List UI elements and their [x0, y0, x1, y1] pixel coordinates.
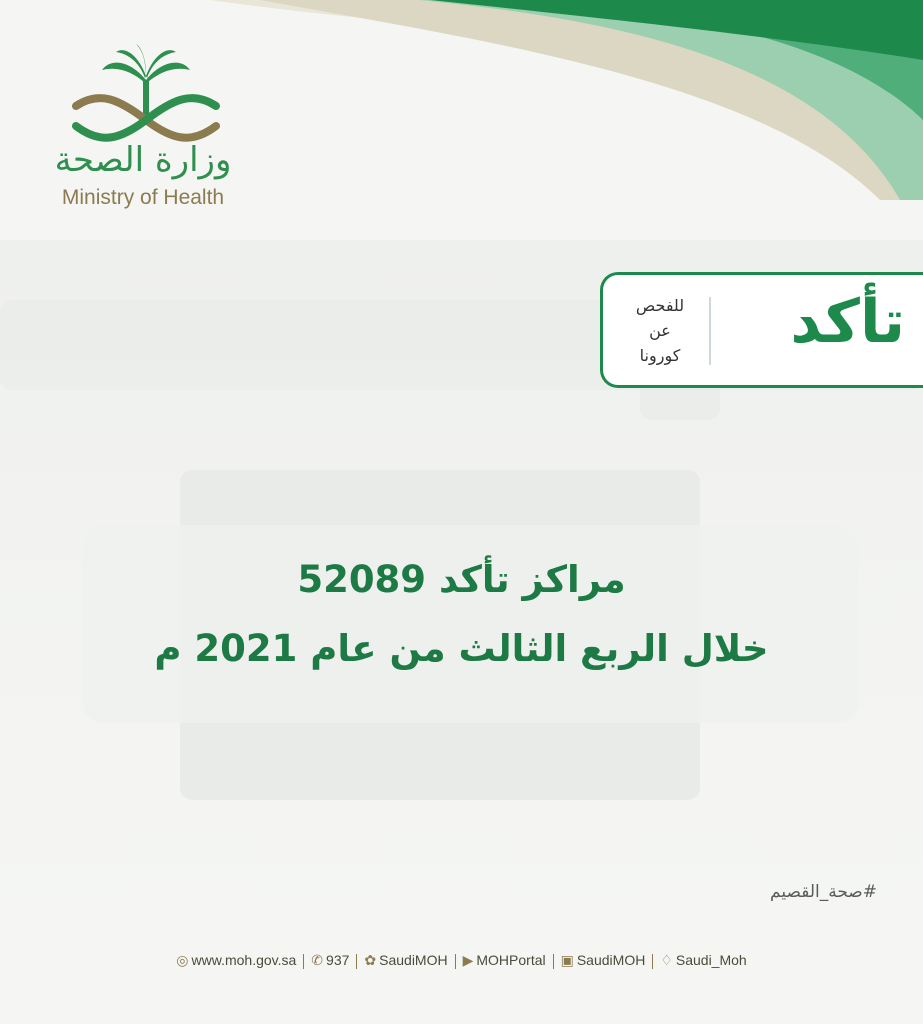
footer-snapchat[interactable] — [656, 952, 750, 969]
divider — [303, 954, 304, 969]
globe-icon: ◎ — [176, 952, 189, 968]
takkad-title: تأكد — [790, 287, 905, 357]
youtube-icon: ▶ — [462, 952, 474, 968]
hashtag: #صحة_القصيم — [770, 882, 877, 902]
badge-divider — [709, 297, 711, 365]
footer-youtube[interactable] — [459, 952, 550, 969]
instagram-icon: ▣ — [560, 952, 574, 968]
message-line-1: مراكز تأكد 52089 — [297, 558, 626, 601]
footer-instagram[interactable] — [557, 952, 650, 969]
phone-text: 937 — [326, 952, 350, 968]
tagline-line: عن — [649, 321, 671, 340]
twitter-icon: ✿ — [364, 952, 377, 968]
takkad-badge — [600, 272, 923, 388]
snapchat-icon: ♢ — [660, 952, 673, 968]
instagram-text: SaudiMOH — [576, 952, 646, 968]
logo-english-name: Ministry of Health — [61, 186, 225, 209]
phone-icon: ✆ — [311, 952, 324, 968]
divider — [455, 954, 456, 969]
website-text: www.moh.gov.sa — [191, 952, 297, 968]
footer-contact-bar — [0, 952, 923, 969]
tagline-line: كورونا — [639, 346, 681, 365]
snapchat-text: Saudi_Moh — [675, 952, 747, 968]
footer-twitter[interactable] — [360, 952, 451, 969]
divider — [652, 954, 653, 969]
tagline-line: للفحص — [635, 296, 685, 315]
footer-website[interactable] — [172, 952, 300, 969]
footer-phone[interactable] — [307, 952, 353, 969]
divider — [553, 954, 554, 969]
message-panel — [82, 525, 859, 723]
divider — [356, 954, 357, 969]
logo-arabic-name: وزارة الصحة — [54, 140, 232, 180]
twitter-text: SaudiMOH — [379, 952, 448, 968]
takkad-tagline — [615, 293, 705, 368]
youtube-text: MOHPortal — [476, 952, 546, 968]
message-line-2: خلال الربع الثالث من عام 2021 م — [154, 627, 769, 670]
